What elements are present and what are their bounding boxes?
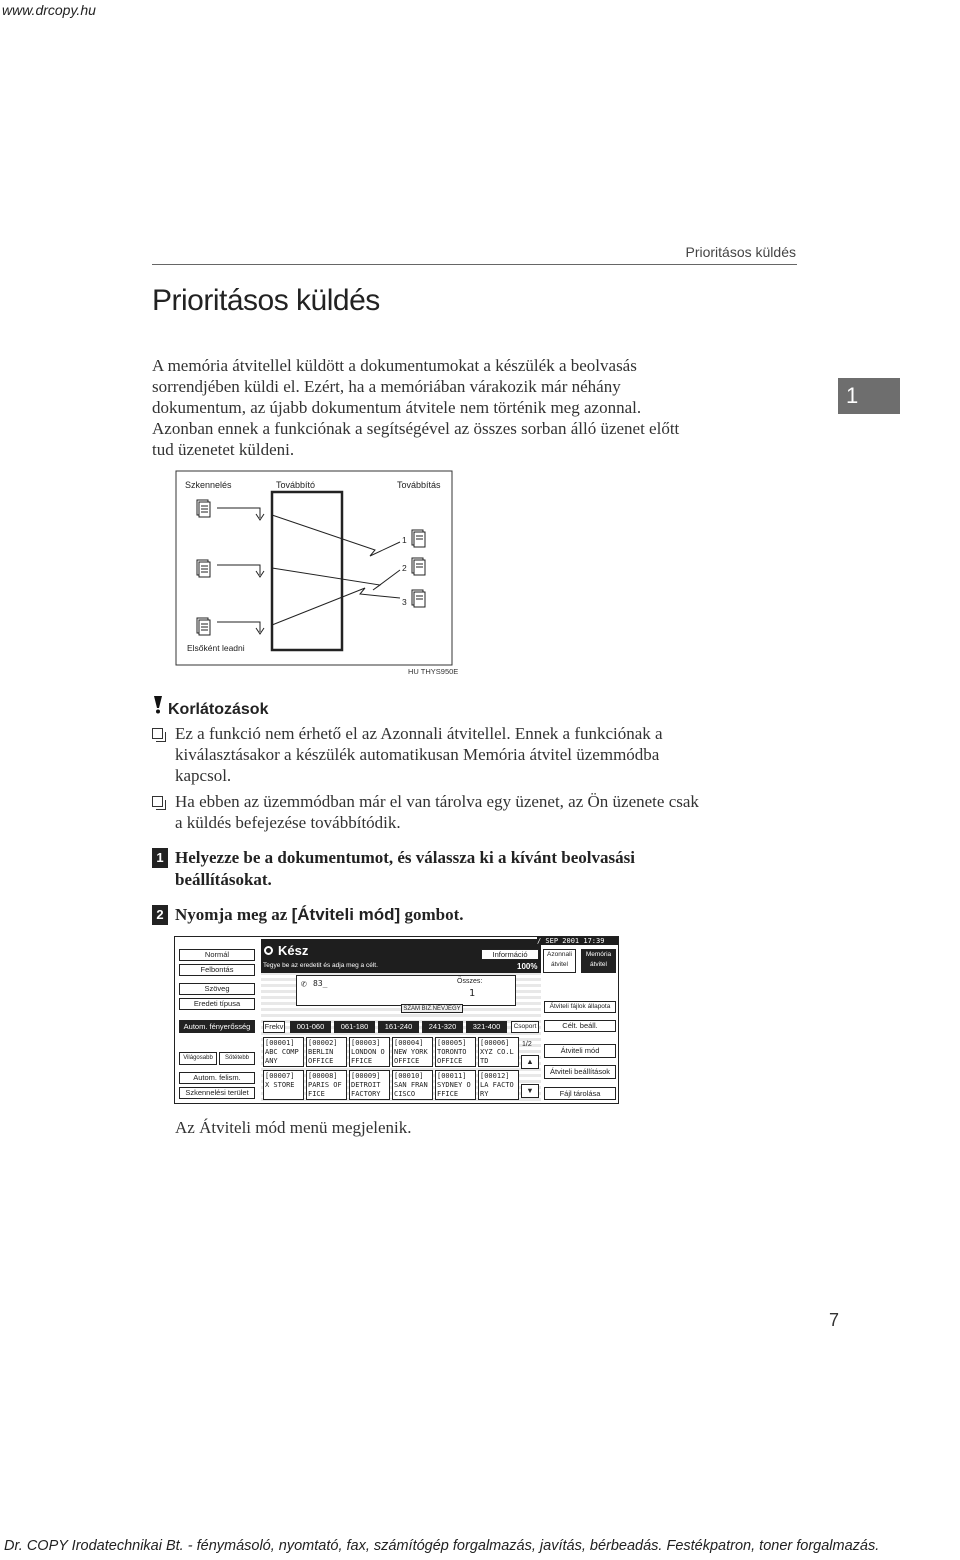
text-button[interactable]: Szöveg xyxy=(179,983,255,995)
normal-button[interactable]: Normál xyxy=(179,949,255,961)
destination-entry[interactable]: [00002] BERLIN OFFICE xyxy=(306,1037,347,1067)
document-icon xyxy=(197,618,210,635)
exclamation-icon xyxy=(152,696,168,719)
diagram-col-forward: Továbbítás xyxy=(397,480,441,490)
information-button[interactable]: Információ xyxy=(481,949,539,960)
scroll-up-button[interactable] xyxy=(521,1055,539,1069)
limitation-line: Ha ebben az üzemmódban már el van tárolva egy üzenet, az Ön üzenete csak xyxy=(175,792,699,811)
limitation-line: kapcsol. xyxy=(175,766,232,785)
step-1 xyxy=(152,847,772,891)
destination-entry[interactable]: [00011] SYDNEY O FFICE xyxy=(435,1070,476,1100)
intro-paragraph xyxy=(152,355,802,460)
number-directory-toggle[interactable]: SZÁM BIZ.NÉVJEGY xyxy=(401,1004,463,1013)
document-icon xyxy=(412,558,425,575)
limitations-heading xyxy=(152,696,268,719)
diagram-col-scan: Szkennelés xyxy=(185,480,232,490)
step-number-badge: 1 xyxy=(152,848,168,868)
destination-entry[interactable]: [00001] ABC COMP ANY xyxy=(263,1037,304,1067)
status-text: Kész xyxy=(278,943,309,958)
page-indicator: 1/2 xyxy=(522,1041,532,1048)
ready-status-icon xyxy=(264,946,273,955)
document-icon xyxy=(197,500,210,517)
destination-entry[interactable]: [00006] XYZ CO.L TD xyxy=(478,1037,519,1067)
memory-transmission-button[interactable]: Memória átvitel xyxy=(581,949,616,973)
tab-061-180[interactable]: 061-180 xyxy=(334,1021,375,1033)
header-rule xyxy=(152,264,797,265)
footer-advert: Dr. COPY Irodatechnikai Bt. - fénymásoló, nyomtató, fax, számítógép forgalmazás, javítás, bérbeadás. Festékpatron, toner forgalmazás. xyxy=(4,1538,880,1554)
transmission-mode-key-label: [Átviteli mód] xyxy=(291,905,401,924)
intro-line: Azonban ennek a funkciónak a segítségével az összes sorban álló üzenet előtt xyxy=(152,419,680,438)
triangle-up-icon: ▲ xyxy=(526,1057,534,1066)
limitations-title: Korlátozások xyxy=(168,701,269,718)
triangle-down-icon: ▼ xyxy=(526,1086,534,1095)
diagram-number-1: 1 xyxy=(402,535,407,545)
limitation-item xyxy=(152,791,812,833)
file-storage-button[interactable]: Fájl tárolása xyxy=(544,1087,616,1100)
step-1-line: Helyezze be a dokumentumot, és válassza ki a kívánt beolvasási xyxy=(175,848,635,867)
intro-line: tud üzenetet küldeni. xyxy=(152,440,295,459)
running-head: Prioritásos küldés xyxy=(685,244,796,260)
page-title: Prioritásos küldés xyxy=(152,284,380,317)
limitation-item xyxy=(152,723,812,786)
document-icon xyxy=(197,560,210,577)
page-number: 7 xyxy=(829,1310,840,1330)
status-message: Tegye be az eredetit és adja meg a célt. xyxy=(263,962,378,969)
destination-entry[interactable]: [00010] SAN FRAN CISCO xyxy=(392,1070,433,1100)
diagram-first-label: Elsőként leadni xyxy=(187,643,245,653)
relay-machine-box xyxy=(272,492,342,650)
total-value: 1 xyxy=(469,988,476,999)
memory-percentage: 100% xyxy=(517,962,538,971)
destination-field[interactable] xyxy=(296,975,516,1006)
total-label: Összes: xyxy=(457,978,483,985)
transmission-settings-button[interactable]: Átviteli beállítások xyxy=(544,1065,616,1079)
resolution-button[interactable]: Felbontás xyxy=(179,964,255,976)
transmission-mode-button[interactable]: Átviteli mód xyxy=(544,1044,616,1058)
step-1-line: beállításokat. xyxy=(175,870,272,889)
auto-density-button[interactable]: Autom. fényerősség xyxy=(179,1020,255,1033)
tab-frequent[interactable]: Frekv xyxy=(264,1022,284,1031)
tab-321-400[interactable]: 321-400 xyxy=(466,1021,507,1033)
document-icon xyxy=(412,590,425,607)
tab-241-320[interactable]: 241-320 xyxy=(422,1021,463,1033)
fax-control-panel xyxy=(174,936,619,1104)
tab-161-240[interactable]: 161-240 xyxy=(378,1021,419,1033)
lighter-button[interactable]: Világosabb xyxy=(179,1052,217,1065)
destination-entry[interactable]: [00004] NEW YORK OFFICE xyxy=(392,1037,433,1067)
destination-number: 83_ xyxy=(313,979,328,988)
limitation-line: kiválasztásakor a készülék automatikusan Memória átvitel üzemmódba xyxy=(175,745,660,764)
destination-entry[interactable]: [00009] DETROIT FACTORY xyxy=(349,1070,390,1100)
site-url[interactable]: www.drcopy.hu xyxy=(2,2,96,18)
result-text: Az Átviteli mód menü megjelenik. xyxy=(175,1118,412,1137)
original-type-button[interactable]: Eredeti típusa xyxy=(179,998,255,1010)
document-icon xyxy=(412,530,425,547)
step-2-text-post: gombot. xyxy=(400,905,464,924)
intro-line: sorrendjében küldi el. Ezért, ha a memóriában várakozik már néhány xyxy=(152,377,621,396)
intro-line: dokumentum, az újabb dokumentum átvitele nem történik meg azonnal. xyxy=(152,398,642,417)
step-2 xyxy=(152,904,772,926)
diagram-number-3: 3 xyxy=(402,597,407,607)
diagram-col-relay: Továbbító xyxy=(276,480,316,490)
destination-entry[interactable]: [00008] PARIS OF FICE xyxy=(306,1070,347,1100)
transmission-file-status-button[interactable]: Átviteli fájlok állapota xyxy=(544,1001,616,1013)
panel-date-bar: / SEP 2001 17:39 xyxy=(537,937,619,945)
destination-entry[interactable]: [00005] TORONTO OFFICE xyxy=(435,1037,476,1067)
phone-icon: ✆ xyxy=(301,979,308,990)
intro-line: A memória átvitellel küldött a dokumentumokat a készülék a beolvasás xyxy=(152,356,637,375)
checkbox-bullet-icon xyxy=(152,796,163,807)
destination-entry[interactable]: [00012] LA FACTO RY xyxy=(478,1070,519,1100)
scroll-down-button[interactable] xyxy=(521,1084,539,1098)
priority-transmission-diagram xyxy=(175,470,455,670)
destination-entry[interactable]: [00007] X STORE xyxy=(263,1070,304,1100)
immediate-transmission-button[interactable]: Azonnali átvitel xyxy=(543,949,576,973)
chapter-tab: 1 xyxy=(838,378,900,414)
tab-group[interactable]: Csoport xyxy=(511,1021,539,1033)
diagram-code: HU THYS950E xyxy=(408,667,459,676)
step-2-text-pre: Nyomja meg az xyxy=(175,905,292,924)
diagram-number-2: 2 xyxy=(402,563,407,573)
auto-detect-button[interactable]: Autom. felism. xyxy=(179,1072,255,1084)
step-number-badge: 2 xyxy=(152,905,168,925)
tab-001-060[interactable]: 001-060 xyxy=(290,1021,331,1033)
darker-button[interactable]: Sötétebb xyxy=(219,1052,255,1065)
scan-area-button[interactable]: Szkennelési terület xyxy=(179,1087,255,1099)
limitation-line: a küldés befejezése továbbítódik. xyxy=(175,813,401,832)
checkbox-bullet-icon xyxy=(152,728,163,739)
destination-setting-button[interactable]: Célt. beáll. xyxy=(544,1020,616,1032)
destination-entry[interactable]: [00003] LONDON O FFICE xyxy=(349,1037,390,1067)
limitation-line: Ez a funkció nem érhető el az Azonnali átvitellel. Ennek a funkciónak a xyxy=(175,724,663,743)
